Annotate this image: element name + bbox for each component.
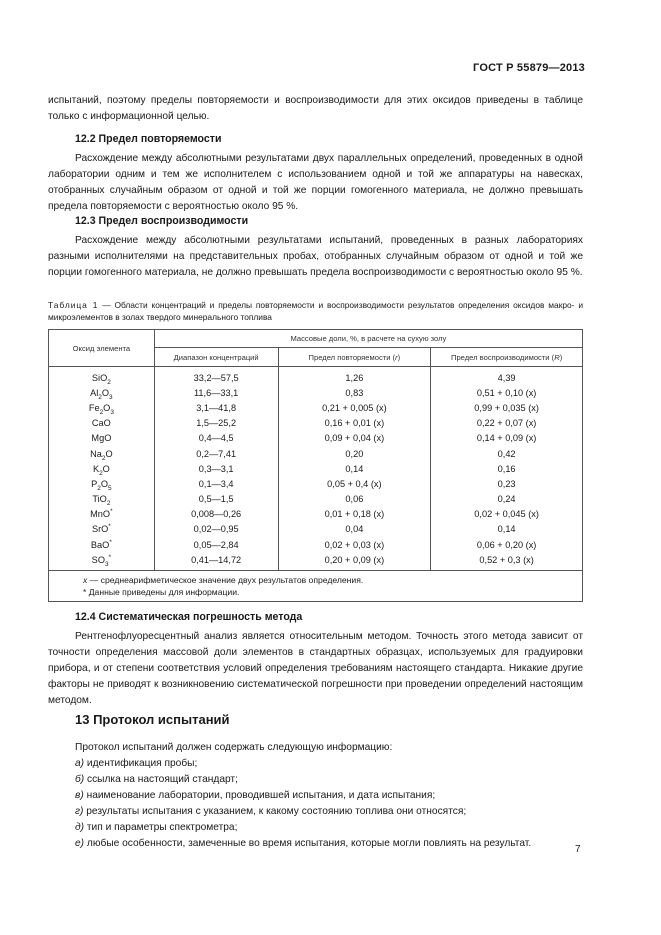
oxide-cell: BaO* xyxy=(49,537,155,552)
reproducibility-cell: 0,42 xyxy=(431,446,583,461)
repeatability-cell: 0,20 xyxy=(278,446,431,461)
oxide-cell: $Na_2O$ xyxy=(49,446,155,461)
oxide-cell: MgO xyxy=(49,431,155,446)
reproducibility-cell: 0,24 xyxy=(431,492,583,507)
range-cell: 0,008—0,26 xyxy=(154,507,278,522)
header-group: Массовые доли, %, в расчете на сухую золу xyxy=(154,330,582,348)
oxide-cell: TiO$_2$ xyxy=(49,492,155,507)
table-row xyxy=(49,492,583,507)
intro-paragraph-block xyxy=(48,93,583,125)
list-item: а) идентификация пробы; xyxy=(75,758,198,769)
reproducibility-cell: 0,14 xyxy=(431,522,583,537)
repeatability-cell: 0,83 xyxy=(278,385,431,400)
section-13 xyxy=(48,711,583,852)
reproducibility-cell: 4,39 xyxy=(431,367,583,386)
document-code: ГОСТ Р 55879—2013 xyxy=(473,62,585,74)
range-cell: 0,41—14,72 xyxy=(154,552,278,571)
section-13-title: 13 Протокол испытаний xyxy=(75,712,230,727)
table-row xyxy=(49,507,583,522)
table-row xyxy=(49,446,583,461)
range-cell: 0,1—3,4 xyxy=(154,476,278,491)
range-cell: 1,5—25,2 xyxy=(154,416,278,431)
header-repeatability: Предел повторяемости (r) xyxy=(278,348,431,367)
oxide-cell: $Fe_2O_3$ xyxy=(49,400,155,415)
table-row xyxy=(49,431,583,446)
section-13-intro: Протокол испытаний должен содержать следующую информацию: xyxy=(75,742,393,753)
list-item: б) ссылка на настоящий стандарт; xyxy=(75,774,238,785)
reproducibility-cell: 0,51 + 0,10 (x) xyxy=(431,385,583,400)
table-row xyxy=(49,552,583,571)
range-cell: 33,2—57,5 xyxy=(154,367,278,386)
repeatability-cell: 0,06 xyxy=(278,492,431,507)
repeatability-cell: 0,05 + 0,4 (x) xyxy=(278,476,431,491)
reproducibility-cell: 0,02 + 0,045 (x) xyxy=(431,507,583,522)
oxide-cell: $Al_2O_3$ xyxy=(49,385,155,400)
table-notes xyxy=(49,571,583,602)
list-item: в) наименование лаборатории, проводившей испытания, и дата испытания; xyxy=(75,790,436,801)
reproducibility-cell: 0,16 xyxy=(431,461,583,476)
table-row xyxy=(49,476,583,491)
header-range: Диапазон концентраций xyxy=(154,348,278,367)
range-cell: 0,2—7,41 xyxy=(154,446,278,461)
oxide-cell: SrO* xyxy=(49,522,155,537)
table-row xyxy=(49,367,583,386)
repeatability-cell: 0,04 xyxy=(278,522,431,537)
reproducibility-cell: 0,99 + 0,035 (x) xyxy=(431,400,583,415)
range-cell: 0,4—4,5 xyxy=(154,431,278,446)
oxide-cell: SiO$_2$ xyxy=(49,367,155,386)
reproducibility-cell: 0,52 + 0,3 (x) xyxy=(431,552,583,571)
section-12-3 xyxy=(48,213,583,281)
oxide-cell: $SO_3^*$ xyxy=(49,552,155,571)
table-note-2: * Данные приведены для информации. xyxy=(83,587,240,598)
header-oxide: Оксид элемента xyxy=(49,330,155,367)
repeatability-cell: 0,16 + 0,01 (x) xyxy=(278,416,431,431)
repeatability-cell: 0,14 xyxy=(278,461,431,476)
oxide-table xyxy=(48,329,583,602)
page-number: 7 xyxy=(575,844,581,855)
repeatability-cell: 0,20 + 0,09 (x) xyxy=(278,552,431,571)
intro-paragraph: испытаний, поэтому пределы повторяемости и воспроизводимости для этих оксидов приведены в таблице только с информационной целью. xyxy=(48,95,583,122)
section-12-4-title: 12.4 Систематическая погрешность метода xyxy=(75,611,303,623)
repeatability-cell: 1,26 xyxy=(278,367,431,386)
section-12-2-text: Расхождение между абсолютными результатами двух параллельных определений, проведенных в одной лаборатории одним и тем же исполнителем с использованием одной и той же аппаратуры на навесках, отобранных случайным образом от одной и той же порции гомогенного материала, не должно превышать предела повторяемости с вероятностью около 95 %. xyxy=(48,153,583,212)
oxide-cell: $K_2O$ xyxy=(49,461,155,476)
range-cell: 0,5—1,5 xyxy=(154,492,278,507)
table-row xyxy=(49,522,583,537)
oxide-cell: MnO* xyxy=(49,507,155,522)
oxide-cell: $P_2O_5$ xyxy=(49,476,155,491)
table-caption xyxy=(48,299,583,323)
table-row xyxy=(49,385,583,400)
repeatability-cell: 0,21 + 0,005 (x) xyxy=(278,400,431,415)
table-caption-text: — Области концентраций и пределы повторяемости и воспроизводимости результатов определения оксидов макро- и микроэлементов в золах твердого минерального топлива xyxy=(48,300,583,322)
range-cell: 11,6—33,1 xyxy=(154,385,278,400)
repeatability-cell: 0,02 + 0,03 (x) xyxy=(278,537,431,552)
section-12-4-text: Рентгенофлуоресцентный анализ является относительным методом. Точность этого метода зависит от точности определения массовой доли элементов в стандартных образцах, используемых для градуировки прибора, и от степени соответствия условий определения требованиям настоящего стандарта. Никакие другие факторы не приводят к возникновению систематической погрешности при проведении определений настоящим методом. xyxy=(48,631,583,706)
table-block xyxy=(48,329,583,602)
repeatability-cell: 0,09 + 0,04 (x) xyxy=(278,431,431,446)
table-row xyxy=(49,416,583,431)
reproducibility-cell: 0,06 + 0,20 (x) xyxy=(431,537,583,552)
table-notes-row xyxy=(49,571,583,602)
repeatability-cell: 0,01 + 0,18 (x) xyxy=(278,507,431,522)
range-cell: 0,02—0,95 xyxy=(154,522,278,537)
table-row xyxy=(49,400,583,415)
list-item: е) любые особенности, замеченные во время испытания, которые могли повлиять на результат. xyxy=(75,838,532,849)
table-row xyxy=(49,461,583,476)
reproducibility-cell: 0,22 + 0,07 (x) xyxy=(431,416,583,431)
section-12-2 xyxy=(48,131,583,215)
table-caption-label: Таблица 1 xyxy=(48,300,99,310)
reproducibility-cell: 0,23 xyxy=(431,476,583,491)
section-12-4 xyxy=(48,609,583,709)
section-12-3-text: Расхождение между абсолютными результатами испытаний, проведенных в разных лабораториях разными исполнителями на представительных пробах, отобранных случайным образом от одной и той же порции гомогенного материала, не должно превышать предела воспроизводимости с вероятностью около 95 %. xyxy=(48,235,583,278)
range-cell: 3,1—41,8 xyxy=(154,400,278,415)
reproducibility-cell: 0,14 + 0,09 (x) xyxy=(431,431,583,446)
list-item: д) тип и параметры спектрометра; xyxy=(75,822,238,833)
list-item: г) результаты испытания с указанием, к какому состоянию топлива они относятся; xyxy=(75,806,467,817)
range-cell: 0,3—3,1 xyxy=(154,461,278,476)
header-reproducibility: Предел воспроизводимости (R) xyxy=(431,348,583,367)
section-12-2-title: 12.2 Предел повторяемости xyxy=(75,133,222,145)
section-12-3-title: 12.3 Предел воспроизводимости xyxy=(75,215,249,227)
table-note-1: x — среднеарифметическое значение двух результатов определения. xyxy=(83,575,364,586)
oxide-cell: CaO xyxy=(49,416,155,431)
range-cell: 0,05—2,84 xyxy=(154,537,278,552)
table-row xyxy=(49,537,583,552)
